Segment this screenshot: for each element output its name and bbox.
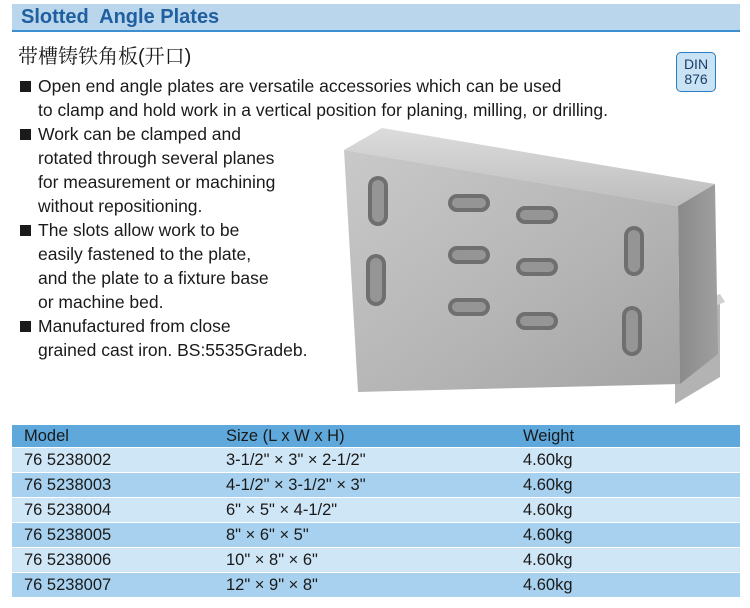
table-row (12, 498, 740, 523)
col-header-weight: Weight (511, 425, 740, 448)
title-bar (12, 4, 740, 32)
feature-item (18, 71, 718, 122)
cell-model: 76 5238006 (12, 548, 214, 573)
cell-weight: 4.60kg (511, 473, 740, 498)
cell-size: 8" × 6" × 5" (214, 523, 511, 548)
bullet-square-icon (20, 81, 31, 92)
cell-size: 4-1/2" × 3-1/2" × 3" (214, 473, 511, 498)
feature-line: The slots allow work to be (38, 220, 240, 240)
feature-line: rotated through several planes (38, 148, 275, 168)
feature-line: Open end angle plates are versatile accessories which can be used (38, 76, 562, 96)
table-row (12, 548, 740, 573)
cell-weight: 4.60kg (511, 573, 740, 598)
feature-line: and the plate to a fixture base (38, 268, 269, 288)
feature-line: Manufactured from close (38, 316, 231, 336)
cell-model: 76 5238007 (12, 573, 214, 598)
col-header-model: Model (12, 425, 214, 448)
cell-size: 6" × 5" × 4-1/2" (214, 498, 511, 523)
cell-size: 10" × 8" × 6" (214, 548, 511, 573)
cell-size: 12" × 9" × 8" (214, 573, 511, 598)
cell-model: 76 5238005 (12, 523, 214, 548)
din-badge-label: DIN (683, 56, 709, 72)
page-title: Slotted Angle Plates (21, 6, 220, 28)
cell-model: 76 5238002 (12, 448, 214, 473)
cell-weight: 4.60kg (511, 523, 740, 548)
cell-weight: 4.60kg (511, 448, 740, 473)
angle-plate-image (340, 122, 740, 422)
bullet-square-icon (20, 129, 31, 140)
feature-line: for measurement or machining (38, 172, 276, 192)
feature-line: or machine bed. (38, 292, 164, 312)
spec-table-grid (12, 425, 740, 598)
cell-weight: 4.60kg (511, 548, 740, 573)
din-badge-number: 876 (684, 71, 708, 87)
cell-model: 76 5238003 (12, 473, 214, 498)
feature-line: without repositioning. (38, 196, 203, 216)
cell-weight: 4.60kg (511, 498, 740, 523)
cell-model: 76 5238004 (12, 498, 214, 523)
table-row (12, 473, 740, 498)
angle-plate-illustration (340, 122, 740, 422)
spec-table (12, 425, 740, 593)
feature-line: to clamp and hold work in a vertical position for planing, milling, or drilling. (38, 100, 608, 120)
table-row (12, 448, 740, 473)
col-header-size: Size (L x W x H) (214, 425, 511, 448)
bullet-square-icon (20, 321, 31, 332)
table-row (12, 573, 740, 598)
feature-line: easily fastened to the plate, (38, 244, 252, 264)
table-header-row (12, 425, 740, 448)
feature-line: grained cast iron. BS:5535Gradeb. (38, 340, 308, 360)
bullet-square-icon (20, 225, 31, 236)
table-row (12, 523, 740, 548)
chinese-subtitle: 带槽铸铁角板(开口) (18, 46, 192, 68)
cell-size: 3-1/2" × 3" × 2-1/2" (214, 448, 511, 473)
feature-line: Work can be clamped and (38, 124, 241, 144)
